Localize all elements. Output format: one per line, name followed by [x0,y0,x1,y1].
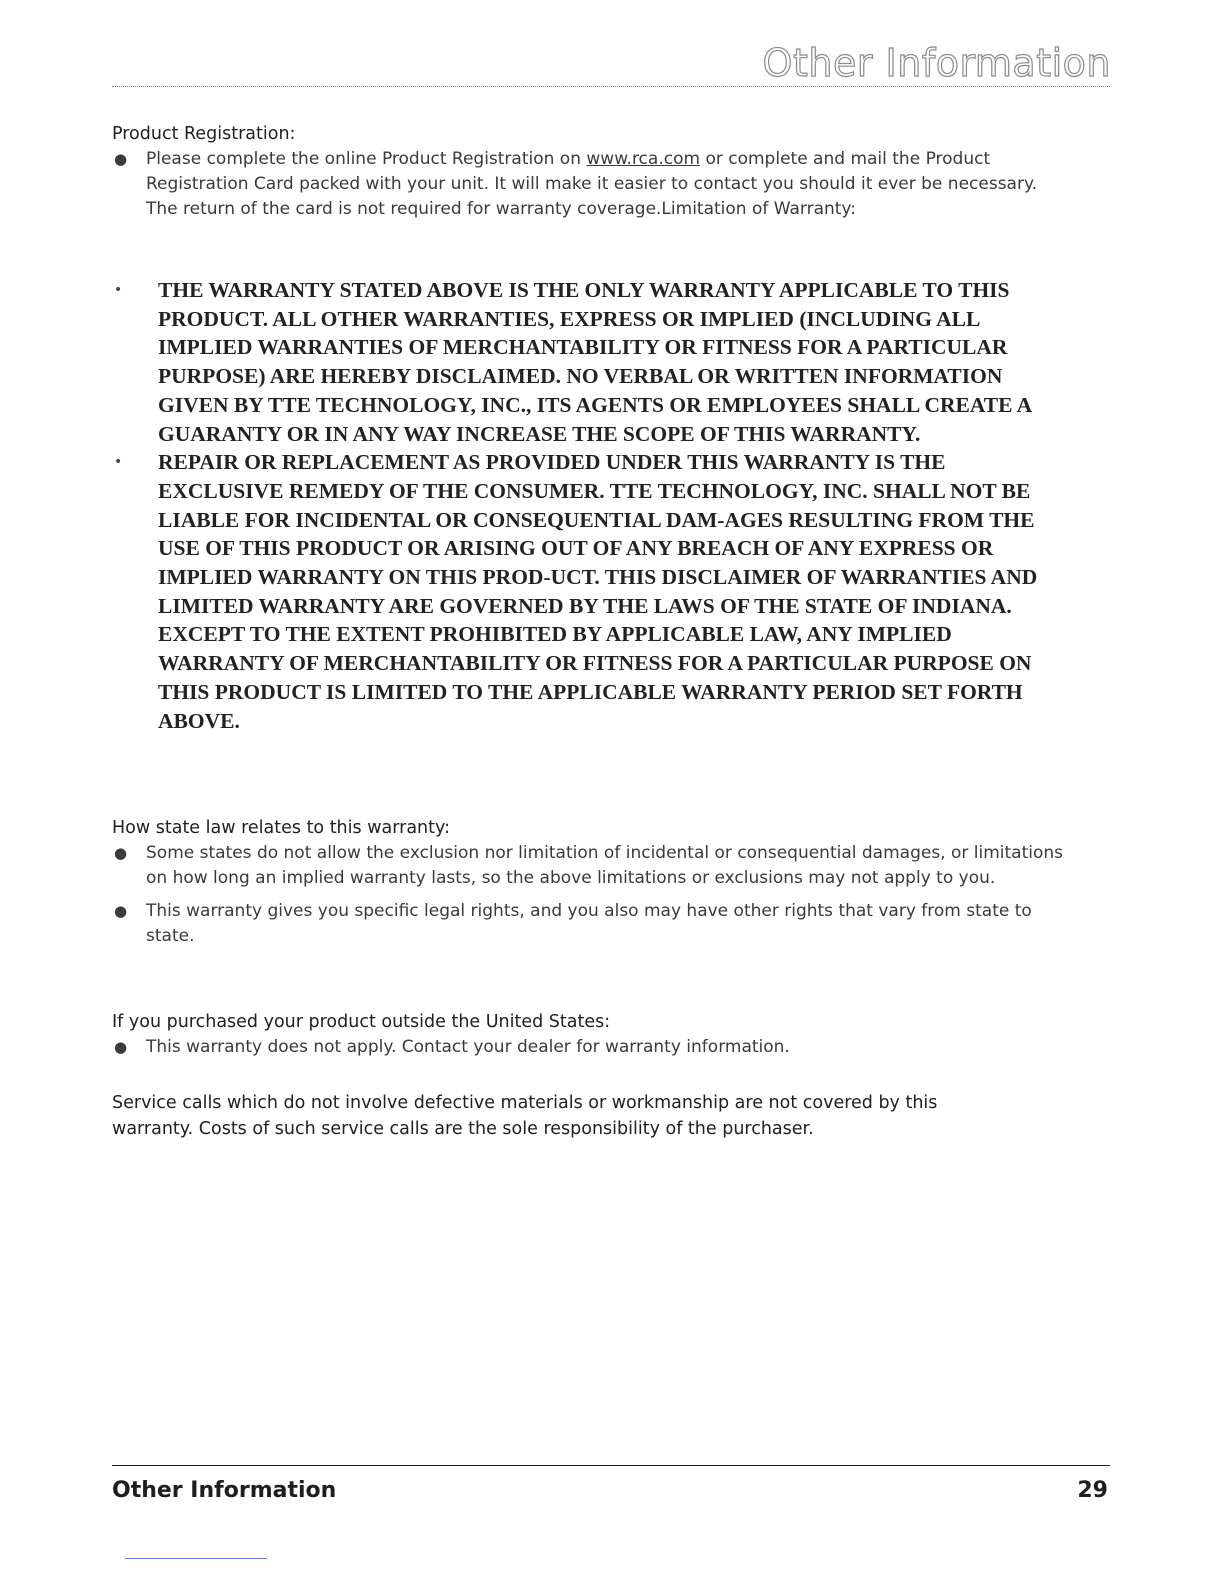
state-law-text-1: Some states do not allow the exclusion nor limitation of incidental or consequential damages, or limitations on how long an implied warranty lasts, so the above limitations or exclusions may not apply to you. [146,843,1064,888]
bullet-dot-icon: ● [114,902,128,920]
footer-rule [112,1465,1110,1466]
page-header-title: Other Information [762,41,1111,85]
state-law-heading: How state law relates to this warranty: [112,818,450,838]
outside-us-heading: If you purchased your product outside the United States: [112,1012,611,1032]
footer-section-title: Other Information [112,1478,337,1503]
rca-website-link[interactable]: www.rca.com [586,149,701,169]
state-law-text-2: This warranty gives you specific legal rights, and you also may have other rights that vary from state to state. [146,901,1032,946]
bullet-dot-icon: • [114,454,123,471]
product-registration-heading: Product Registration: [112,124,296,144]
product-registration-list [112,147,1072,222]
registration-text-start: Please complete the online Product Registration on [146,149,587,169]
limitation-paragraph-2: REPAIR OR REPLACEMENT AS PROVIDED UNDER THIS WARRANTY IS THE EXCLUSIVE REMEDY OF THE CONSUMER. TTE TECHNOLOGY, INC. SHALL NOT BE LIABLE FOR INCIDENTAL OR CONSEQUENTIAL DAM-AGES RESULTING FROM THE USE OF THIS PRODUCT OR ARISING OUT OF ANY BREACH OF ANY EXPRESS OR IMPLIED WARRANTY ON THIS PROD-UCT. THIS DISCLAIMER OF WARRANTIES AND LIMITED WARRANTY ARE GOVERNED BY THE LAWS OF THE STATE OF INDIANA. EXCEPT TO THE EXTENT PROHIBITED BY APPLICABLE LAW, ANY IMPLIED WARRANTY OF MERCHANTABILITY OR FITNESS FOR A PARTICULAR PURPOSE ON THIS PRODUCT IS LIMITED TO THE APPLICABLE WARRANTY PERIOD SET FORTH ABOVE. [158,450,1038,733]
scan-artifact-line [125,1558,267,1559]
list-item [112,899,1072,949]
outside-us-text: This warranty does not apply. Contact your dealer for warranty information. [146,1037,790,1057]
product-registration-section [112,122,1072,222]
list-item [112,841,1072,891]
warranty-limitation-list [112,276,1042,735]
list-item [112,147,1072,222]
bullet-dot-icon: ● [114,844,128,862]
outside-us-list [112,1035,1072,1060]
outside-us-section [112,1010,1072,1060]
list-item [112,1035,1072,1060]
page-number: 29 [1077,1478,1108,1503]
service-calls-note: Service calls which do not involve defective materials or workmanship are not covered by this warranty. Costs of such service calls are the sole responsibility of the purchaser. [112,1093,938,1139]
state-law-section [112,816,1072,949]
list-item [112,448,1042,735]
limitation-paragraph-1: THE WARRANTY STATED ABOVE IS THE ONLY WARRANTY APPLICABLE TO THIS PRODUCT. ALL OTHER WARRANTIES, EXPRESS OR IMPLIED (INCLUDING ALL IMPLIED WARRANTIES OF MERCHANTABILITY OR FITNESS FOR A PARTICULAR PURPOSE) ARE HEREBY DISCLAIMED. NO VERBAL OR WRITTEN INFORMATION GIVEN BY TTE TECHNOLOGY, INC., ITS AGENTS OR EMPLOYEES SHALL CREATE A GUARANTY OR IN ANY WAY INCREASE THE SCOPE OF THIS WARRANTY. [158,278,1031,446]
registration-text-end: or complete and mail the Product Registration Card packed with your unit. It will make it easier to contact you should it ever be necessary. The return of the card is not required for warranty coverage.Limitation of Warranty: [146,149,1037,219]
header-dotted-rule [112,86,1110,87]
bullet-dot-icon: ● [114,150,128,168]
bullet-dot-icon: ● [114,1038,128,1056]
list-item [112,276,1042,448]
state-law-list [112,841,1072,949]
bullet-dot-icon: • [114,282,123,298]
